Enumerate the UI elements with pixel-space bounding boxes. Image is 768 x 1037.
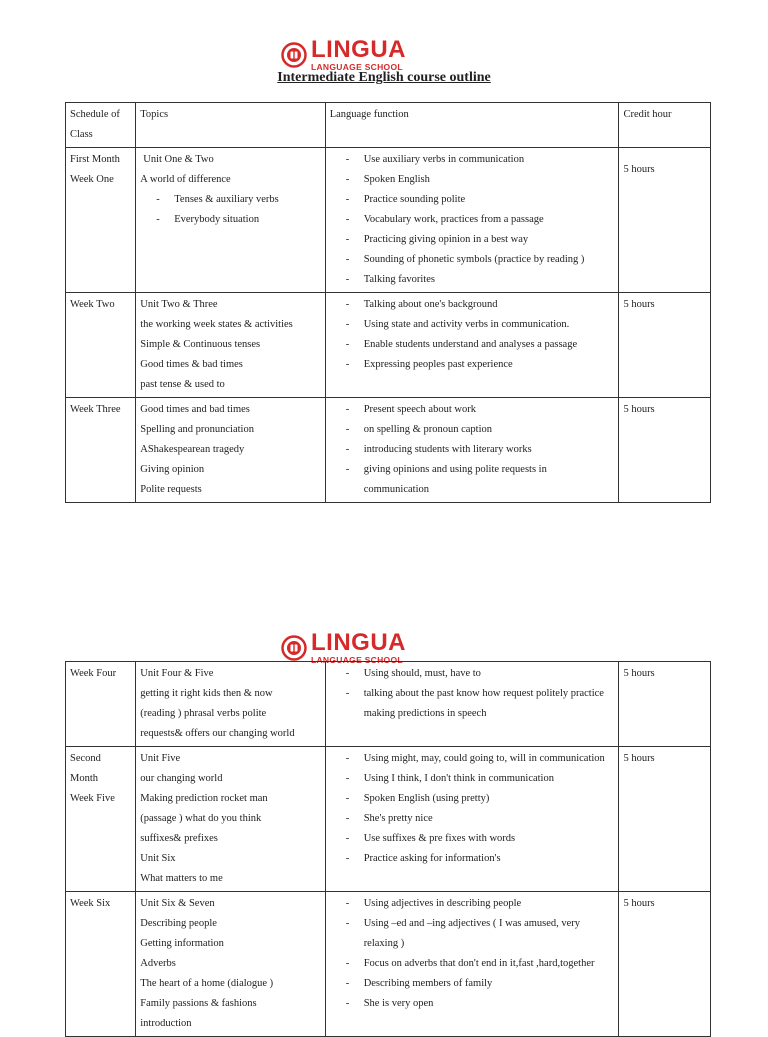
schedule-cell xyxy=(66,747,136,892)
schedule-text: Week Three xyxy=(70,404,121,415)
credit-text: 5 hours xyxy=(623,898,655,909)
page-title: Intermediate English course outline xyxy=(277,70,491,85)
lingua-logo xyxy=(281,38,406,72)
topic-text: Polite requests xyxy=(140,484,202,495)
function-item: - Using might, may, could going to, will in communication xyxy=(346,749,615,769)
schedule-text: Week Five xyxy=(70,793,115,804)
credit-cell xyxy=(619,293,711,398)
function-cell xyxy=(325,747,619,892)
header-credit: Credit hour xyxy=(619,103,711,148)
course-table-2 xyxy=(65,661,711,1037)
schedule-cell xyxy=(66,892,136,1037)
header-topics: Topics xyxy=(136,103,325,148)
topic-text: Unit Two & Three xyxy=(140,299,218,310)
subtopic-item: - Everybody situation xyxy=(156,210,320,230)
table-row xyxy=(66,148,711,293)
topic-text: Spelling and pronunciation xyxy=(140,424,254,435)
logo-brand: LINGUA xyxy=(311,36,406,63)
function-item: - Using I think, I don't think in communication xyxy=(346,769,615,789)
topic-text: requests& offers our changing world xyxy=(140,728,295,739)
topic-text: Giving opinion xyxy=(140,464,205,475)
function-cell xyxy=(325,662,619,747)
schedule-cell xyxy=(66,398,136,503)
topic-text: Family passions & fashions xyxy=(140,998,257,1009)
schedule-cell xyxy=(66,662,136,747)
topic-text: suffixes& prefixes xyxy=(140,833,218,844)
function-item: - giving opinions and using polite requests in communication xyxy=(346,460,615,500)
topic-text: Unit One & Two xyxy=(143,154,214,165)
topic-text: Describing people xyxy=(140,918,217,929)
function-cell xyxy=(325,148,619,293)
function-item: - Using –ed and –ing adjectives ( I was amused, very relaxing ) xyxy=(346,914,615,954)
topic-text: (passage ) what do you think xyxy=(140,813,262,824)
table-row xyxy=(66,747,711,892)
topic-text: Simple & Continuous tenses xyxy=(140,339,261,350)
function-item: - Expressing peoples past experience xyxy=(346,355,615,375)
topic-text: What matters to me xyxy=(140,873,223,884)
function-cell xyxy=(325,293,619,398)
credit-cell xyxy=(619,398,711,503)
topic-text: Adverbs xyxy=(140,958,176,969)
credit-cell xyxy=(619,662,711,747)
function-item: - Practicing giving opinion in a best way xyxy=(346,230,615,250)
function-item: - Use auxiliary verbs in communication xyxy=(346,150,615,170)
function-item: - Using should, must, have to xyxy=(346,664,615,684)
topic-text: introduction xyxy=(140,1018,192,1029)
credit-cell xyxy=(619,892,711,1037)
function-item: - Sounding of phonetic symbols (practice by reading ) xyxy=(346,250,615,270)
lingua-logo xyxy=(281,631,406,665)
function-list xyxy=(330,664,615,724)
function-item: - She's pretty nice xyxy=(346,809,615,829)
topic-text: the working week states & activities xyxy=(140,319,293,330)
topic-text: AShakespearean tragedy xyxy=(140,444,245,455)
topic-text: getting it right kids then & now xyxy=(140,688,273,699)
schedule-cell xyxy=(66,293,136,398)
book-logo-icon xyxy=(281,635,307,661)
topic-text: Unit Six & Seven xyxy=(140,898,215,909)
topic-text: Unit Six xyxy=(140,853,176,864)
table-header-row xyxy=(66,103,711,148)
topic-text: Good times and bad times xyxy=(140,404,250,415)
book-logo-icon xyxy=(281,42,307,68)
topic-text: past tense & used to xyxy=(140,379,225,390)
function-list xyxy=(330,400,615,500)
function-item: - Talking about one's background xyxy=(346,295,615,315)
function-item: - Use suffixes & pre fixes with words xyxy=(346,829,615,849)
schedule-text: Week Six xyxy=(70,898,111,909)
logo-brand: LINGUA xyxy=(311,629,406,656)
credit-text: 5 hours xyxy=(623,164,655,175)
table-row xyxy=(66,662,711,747)
function-list xyxy=(330,749,615,869)
function-item: - Focus on adverbs that don't end in it,fast ,hard,together xyxy=(346,954,615,974)
topic-text: Getting information xyxy=(140,938,224,949)
topic-text: Making prediction rocket man xyxy=(140,793,268,804)
topics-cell xyxy=(136,293,325,398)
schedule-text: First Month xyxy=(70,154,120,165)
credit-text: 5 hours xyxy=(623,299,655,310)
function-list xyxy=(330,894,615,1014)
topics-cell xyxy=(136,747,325,892)
subtopic-item: - Tenses & auxiliary verbs xyxy=(156,190,320,210)
course-table-1 xyxy=(65,102,711,503)
topic-text: (reading ) phrasal verbs polite xyxy=(140,708,267,719)
topic-text: Good times & bad times xyxy=(140,359,243,370)
table-row xyxy=(66,293,711,398)
topics-cell xyxy=(136,892,325,1037)
credit-text: 5 hours xyxy=(623,753,655,764)
logo-sub: LANGUAGE SCHOOL xyxy=(311,62,403,72)
schedule-text: Week Four xyxy=(70,668,117,679)
function-item: - Present speech about work xyxy=(346,400,615,420)
table-row xyxy=(66,398,711,503)
function-item: - Using adjectives in describing people xyxy=(346,894,615,914)
function-item: - Spoken English (using pretty) xyxy=(346,789,615,809)
schedule-cell xyxy=(66,148,136,293)
subtopic-list xyxy=(140,190,320,230)
function-cell xyxy=(325,398,619,503)
header-function: Language function xyxy=(325,103,619,148)
function-item: - Describing members of family xyxy=(346,974,615,994)
credit-text: 5 hours xyxy=(623,668,655,679)
logo-sub: LANGUAGE SCHOOL xyxy=(311,655,403,665)
function-item: - She is very open xyxy=(346,994,615,1014)
topic-text: Unit Four & Five xyxy=(140,668,214,679)
schedule-text: Month xyxy=(70,773,99,784)
topic-text: our changing world xyxy=(140,773,223,784)
topics-cell xyxy=(136,398,325,503)
schedule-text: Second xyxy=(70,753,101,764)
function-cell xyxy=(325,892,619,1037)
function-item: - talking about the past know how request politely practice making predictions in speech xyxy=(346,684,615,724)
function-list xyxy=(330,295,615,375)
function-item: - Talking favorites xyxy=(346,270,615,290)
schedule-text: Week Two xyxy=(70,299,115,310)
topic-text: A world of difference xyxy=(140,174,231,185)
header-schedule: Schedule of Class xyxy=(66,103,136,148)
function-item: - Enable students understand and analyses a passage xyxy=(346,335,615,355)
function-item: - Vocabulary work, practices from a passage xyxy=(346,210,615,230)
function-item: - introducing students with literary works xyxy=(346,440,615,460)
topic-text: The heart of a home (dialogue ) xyxy=(140,978,274,989)
credit-cell xyxy=(619,148,711,293)
credit-text: 5 hours xyxy=(623,404,655,415)
function-item: - Practice asking for information's xyxy=(346,849,615,869)
function-item: - Spoken English xyxy=(346,170,615,190)
function-item: - Practice sounding polite xyxy=(346,190,615,210)
schedule-text: Week One xyxy=(70,174,114,185)
topics-cell xyxy=(136,662,325,747)
function-list xyxy=(330,150,615,290)
function-item: - on spelling & pronoun caption xyxy=(346,420,615,440)
credit-cell xyxy=(619,747,711,892)
function-item: - Using state and activity verbs in communication. xyxy=(346,315,615,335)
topic-text: Unit Five xyxy=(140,753,181,764)
table-row xyxy=(66,892,711,1037)
topics-cell xyxy=(136,148,325,293)
